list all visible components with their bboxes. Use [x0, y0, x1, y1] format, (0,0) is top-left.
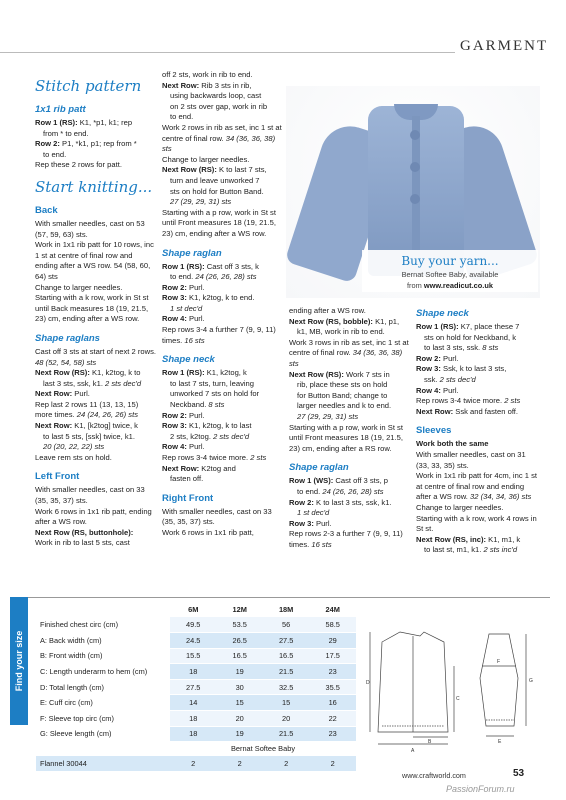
col2-intro: off 2 sts, work in rib to end. — [162, 70, 253, 79]
col2-n1-cont3: Neckband. 8 sts — [170, 400, 225, 410]
col3-p3: Starting with a p row, work in St st until Front measures 18 (19, 21.5, 23) cm, ending after a RS row. — [289, 422, 403, 453]
col4-row3: Row 3: Ssk, k to last 3 sts, — [416, 364, 507, 374]
right-p1: With smaller needles, cast on 33 (35, 35, 37) sts. — [162, 506, 272, 527]
col2-nr1-cont3: to end. — [170, 112, 194, 122]
buy-line1: Bernat Softee Baby, available — [401, 270, 499, 279]
rag-next-row-2-cont: to last 5 sts, [ssk] twice, k1. — [43, 431, 135, 441]
col2-neck-row3-cont: 2 sts, k2tog. 2 sts dec'd — [170, 431, 250, 441]
col2-nr1-cont1: using backwards loop, cast — [170, 91, 262, 101]
col3-nr2-cont2: for Button Band; change to — [297, 390, 388, 400]
page-number: 53 — [513, 768, 525, 779]
column-1 — [35, 70, 157, 549]
col2-nr2-cont2: sts on hold for Button Band. — [170, 186, 264, 196]
sleeve-outline — [480, 634, 518, 726]
col2-row3-it: 1 st dec'd — [170, 303, 203, 313]
col2-shape-raglan-heading: Shape raglan — [162, 247, 222, 259]
row1-cont: from * to end. — [43, 128, 89, 138]
label-b: B — [428, 739, 432, 745]
start-knitting-heading: Start knitting... — [35, 177, 153, 196]
find-your-size-tab: Find your size — [10, 597, 28, 725]
yarn-row: Flannel 30044 2 2 2 2 — [36, 756, 356, 772]
col4-next-row: Next Row: Ssk and fasten off. — [416, 406, 519, 416]
label-d: D — [366, 680, 370, 686]
col4-p4: Starting with a k row, work 4 rows in St st. — [416, 513, 537, 534]
col2-p2: Change to larger needles. — [162, 154, 250, 164]
label-c: C — [456, 696, 460, 702]
button-2 — [410, 162, 420, 172]
garment-schematic — [364, 626, 544, 758]
back-p1: With smaller needles, cast on 53 (57, 59, 63) sts. — [35, 218, 145, 239]
header-6m: 6M — [188, 605, 199, 614]
col4-row3-cont: ssk. 2 sts dec'd — [424, 374, 476, 384]
col4-p3: Change to larger needles. — [416, 502, 504, 512]
section-tag: GARMENT — [460, 38, 549, 54]
col4-next-row-inc-cont: to last st, m1, k1. 2 sts inc'd — [424, 545, 518, 555]
rag-next-row-cont: last 3 sts, ssk, k1. 2 sts dec'd — [43, 378, 142, 388]
col2-row1: Row 1 (RS): Cast off 3 sts, k — [162, 261, 259, 271]
col2-next-row-2: Next Row (RS): K to last 7 sts, — [162, 165, 267, 175]
size-table-header — [36, 602, 356, 617]
col3-row2: Row 2: K to last 3 sts, ssk, k1. — [289, 497, 392, 507]
col4-p2: Work in 1x1 rib patt for 4cm, inc 1 st at centre of final row and ending after a WS row. 32 (34, 34, 36) sts — [416, 471, 537, 502]
right-p2: Work 6 rows in 1x1 rib patt, — [162, 527, 254, 537]
buy-line2: from www.readicut.co.uk — [407, 281, 493, 290]
col2-nr2-cont1: turn and leave unworked 7 — [170, 175, 260, 185]
back-p4: Starting with a k row, work in St st until Back measures 18 (19, 21.5, 23) cm, ending after a WS row. — [35, 293, 149, 324]
col2-rep2: Rep rows 3-4 twice more. 2 sts — [162, 453, 267, 462]
rag-p1: Cast off 3 sts at start of next 2 rows. 48 (52, 54, 58) sts — [35, 346, 156, 367]
col2-next-row-3: Next Row: K2tog and — [162, 463, 236, 473]
buy-title: Buy your yarn... — [401, 254, 499, 268]
row1: Row 1 (RS): K1, *p1, k1; rep — [35, 118, 133, 127]
size-table — [36, 602, 356, 772]
col4-rep: Rep rows 3-4 twice more. 2 sts — [416, 396, 521, 406]
left-p1: With smaller needles, cast on 33 (35, 35, 37) sts. — [35, 485, 145, 506]
col4-shape-neck-heading: Shape neck — [416, 308, 469, 319]
rib-heading: 1x1 rib patt — [35, 104, 86, 115]
col4-row2: Row 2: Purl. — [416, 353, 459, 363]
col4-row1: Row 1 (RS): K7, place these 7 — [416, 322, 520, 331]
table-row: G: Sleeve length (cm) 18 19 21.5 23 — [36, 726, 356, 742]
col2-p3: Starting with a p row, work in St st until Front measures 18 (19, 21.5, 23) cm, ending after a WS row. — [162, 207, 276, 238]
button-3 — [410, 194, 420, 204]
col2-p1: Work 2 rows in rib as set, inc 1 st at centre of final row. 34 (36, 36, 38) sts — [162, 122, 282, 154]
buy-yarn-box — [362, 250, 538, 292]
col3-shape-raglan-heading: Shape raglan — [289, 462, 349, 474]
header-12m: 12M — [232, 605, 247, 614]
col2-n1-cont2: unworked 7 sts on hold for — [170, 389, 260, 399]
col3-nr2-cont1: rib, place these sts on hold — [297, 380, 388, 390]
table-row: E: Cuff circ (cm) 14 15 15 16 — [36, 695, 356, 711]
col2-next-row-1: Next Row: Rib 3 sts in rib, — [162, 80, 252, 90]
rag-next-row: Next Row (RS): K1, k2tog, k to — [35, 368, 141, 378]
col3-nr2-it: 27 (29, 29, 31) sts — [297, 411, 359, 421]
yarn-heading-row: Bernat Softee Baby — [36, 742, 356, 756]
header-rule — [0, 52, 455, 53]
column-2 — [162, 70, 284, 539]
col3-row2-it: 1 st dec'd — [297, 508, 330, 518]
work-both-same: Work both the same — [416, 439, 489, 449]
right-front-heading: Right Front — [162, 492, 214, 504]
rag-p2: Rep last 2 rows 11 (13, 13, 15) more times. 24 (24, 26, 26) sts — [35, 399, 139, 420]
col2-neck-row4: Row 4: Purl. — [162, 442, 205, 452]
label-g: G — [529, 678, 533, 684]
stitch-pattern-heading: Stitch pattern — [35, 77, 142, 95]
rag-next-row-2-it: 20 (20, 22, 22) sts — [43, 442, 105, 452]
col2-neck-row1: Row 1 (RS): K1, k2tog, k — [162, 368, 247, 378]
col2-neck-row2: Row 2: Purl. — [162, 410, 205, 420]
col3-next-row-2: Next Row (RS): Work 7 sts in — [289, 369, 390, 379]
col2-nr3-cont: fasten off. — [170, 474, 204, 484]
rag-leave: Leave rem sts on hold. — [35, 452, 112, 462]
header-18m: 18M — [278, 605, 294, 614]
col4-r1-cont2: to last 3 sts, ssk. 8 sts — [424, 343, 499, 353]
col2-n1-cont1: to last 7 sts, turn, leaving — [170, 378, 254, 388]
back-p3: Change to larger needles. — [35, 282, 123, 292]
col2-neck-row3: Row 3: K1, k2tog, k to last — [162, 421, 252, 431]
col4-r1-cont1: sts on hold for Neckband, k — [424, 332, 517, 342]
row2: Row 2: P1, *k1, p1; rep from * — [35, 139, 137, 149]
label-a: A — [411, 748, 415, 754]
col3-p1: ending after a WS row. — [289, 306, 366, 315]
button-1 — [410, 130, 420, 140]
table-row: B: Front width (cm) 15.5 16.5 16.5 17.5 — [36, 648, 356, 664]
left-next-row-text: Work in rib to last 5 sts, cast — [35, 538, 130, 548]
col2-nr2-it: 27 (29, 29, 31) sts — [170, 197, 232, 207]
col2-shape-neck-heading: Shape neck — [162, 354, 215, 366]
table-row: A: Back width (cm) 24.5 26.5 27.5 29 — [36, 633, 356, 649]
yarn-shop-link[interactable]: www.readicut.co.uk — [423, 281, 493, 290]
col2-row1-cont: to end. 24 (26, 26, 28) sts — [170, 272, 257, 282]
table-row: Finished chest circ (cm) 49.5 53.5 56 58.5 — [36, 617, 356, 633]
sleeves-heading: Sleeves — [416, 425, 452, 437]
left-p2: Work 6 rows in 1x1 rib patt, ending after a WS row. — [35, 506, 152, 527]
label-f: F — [497, 659, 501, 665]
rag-next-row-purl: Next Row: Purl. — [35, 389, 90, 399]
col2-row4: Row 4: Purl. — [162, 314, 205, 324]
left-next-row-label: Next Row (RS, buttonhole): — [35, 527, 134, 537]
col3-p2: Work 3 rows in rib as set, inc 1 st at centre of final row. 34 (36, 36, 38) sts — [289, 337, 409, 368]
rep-rows: Rep these 2 rows for patt. — [35, 160, 122, 170]
col2-rep1: Rep rows 3-4 a further 7 (9, 9, 11) times. 16 sts — [162, 325, 276, 345]
col2-nr1-cont2: on 2 sts over gap, work in rib — [170, 101, 268, 111]
col3-next-row-1: Next Row (RS, bobble): K1, p1, — [289, 316, 400, 326]
col4-p1: With smaller needles, cast on 31 (33, 33, 35) sts. — [416, 449, 526, 470]
col4-next-row-inc: Next Row (RS, inc): K1, m1, k — [416, 534, 521, 544]
left-front-heading: Left Front — [35, 471, 80, 483]
back-p2: Work in 1x1 rib patt for 10 rows, inc 1 st at centre of final row and ending after a WS row. 54 (58, 60, 64) sts — [35, 240, 154, 281]
header-24m: 24M — [325, 605, 340, 614]
back-heading: Back — [35, 204, 58, 216]
row2-cont: to end. — [43, 149, 67, 159]
shape-raglans-heading: Shape raglans — [35, 332, 100, 344]
col3-nr1-cont: k1, MB, work in rib to end. — [297, 327, 385, 337]
table-row: C: Length underarm to hem (cm) 18 19 21.5 23 — [36, 664, 356, 680]
table-row: D: Total length (cm) 27.5 30 32.5 35.5 — [36, 679, 356, 695]
column-3 — [289, 306, 411, 550]
col4-row4: Row 4: Purl. — [416, 385, 459, 395]
header-blank — [36, 602, 170, 617]
watermark: PassionForum.ru — [446, 784, 515, 794]
col2-row3: Row 3: K1, k2tog, k to end. — [162, 293, 255, 303]
col3-row1-cont: to end. 24 (26, 26, 28) sts — [297, 486, 384, 496]
column-4 — [416, 306, 538, 556]
rag-next-row-2: Next Row: K1, [k2tog] twice, k — [35, 421, 138, 431]
table-row: F: Sleeve top circ (cm) 18 20 20 22 — [36, 711, 356, 727]
col2-row2: Row 2: Purl. — [162, 282, 205, 292]
footer-url[interactable]: www.craftworld.com — [402, 771, 466, 780]
col3-nr2-cont3: larger needles and k to end. — [297, 401, 392, 411]
label-e: E — [498, 739, 502, 745]
col3-row3: Row 3: Purl. — [289, 518, 332, 528]
col3-rep: Rep rows 2-3 a further 7 (9, 9, 11) times. 16 sts — [289, 529, 403, 549]
col3-row1: Row 1 (WS): Cast off 3 sts, p — [289, 476, 389, 486]
